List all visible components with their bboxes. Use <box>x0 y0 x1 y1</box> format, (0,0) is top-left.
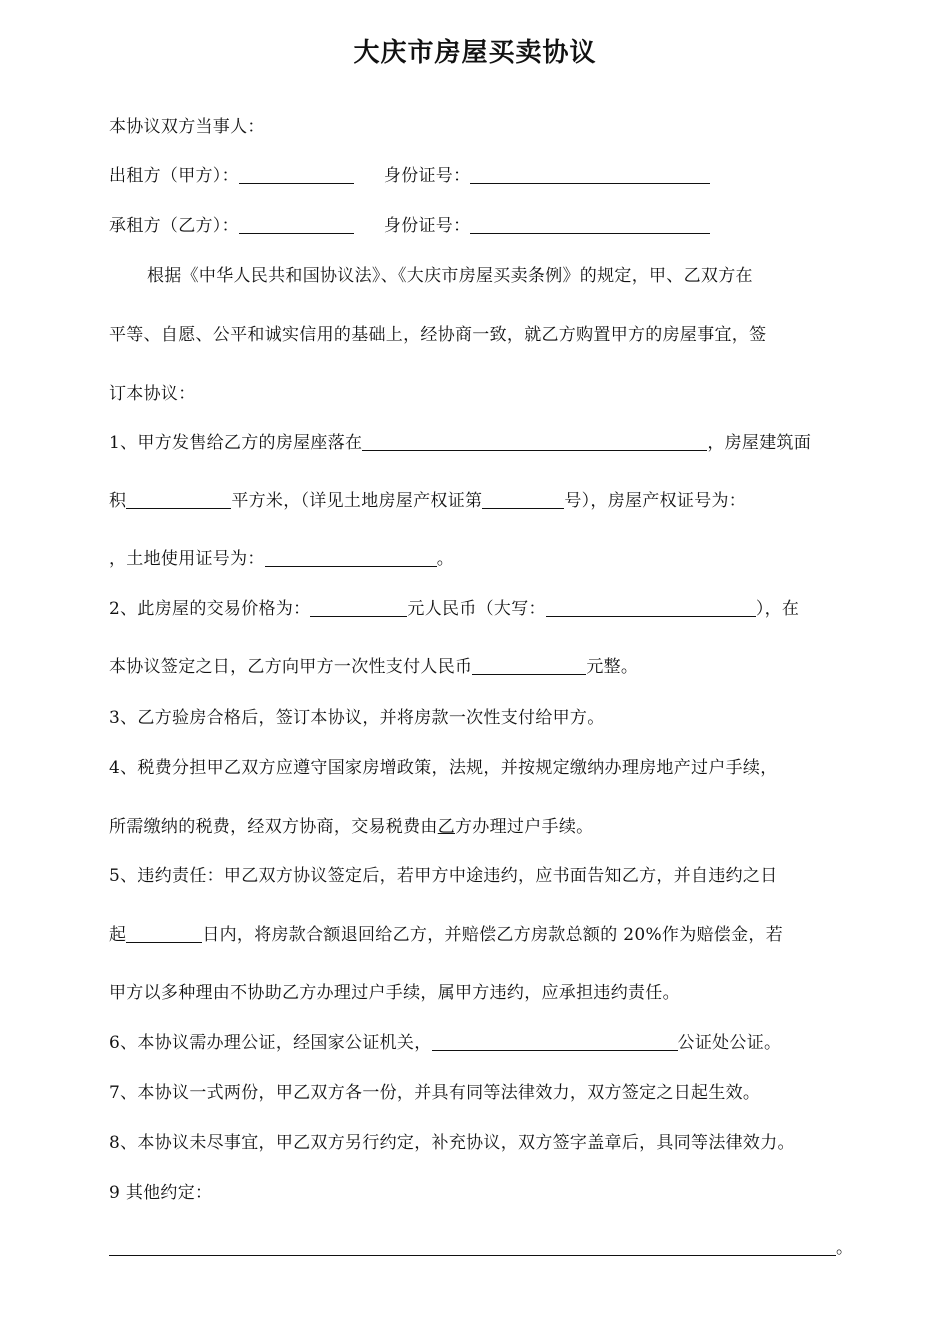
clause-6-text: 公证处公证。 <box>677 1033 782 1053</box>
party-b-row <box>109 214 710 238</box>
clause-2-text: 本协议签定之日，乙方向甲方一次性支付人民币 <box>109 657 473 677</box>
refund-days-blank[interactable] <box>126 924 202 943</box>
party-b-name-blank[interactable] <box>239 215 354 234</box>
clause-1-line-2 <box>109 489 746 513</box>
tax-payer-party: 乙 <box>437 817 456 837</box>
party-a-label: 出租方（甲方）： <box>109 166 239 186</box>
clause-5-line-3: 甲方以多种理由不协助乙方办理过户手续，属甲方违约，应承担违约责任。 <box>109 983 680 1003</box>
other-terms-blank[interactable] <box>109 1237 836 1256</box>
clause-9-label: 9 其他约定： <box>109 1183 213 1203</box>
clause-5-text: 日内，将房款合额退回给乙方，并赔偿乙方房款总额的 20%作为赔偿金，若 <box>202 925 783 945</box>
clause-4-text: 所需缴纳的税费，经双方协商，交易税费由 <box>109 817 438 837</box>
price-in-words-blank[interactable] <box>546 598 756 617</box>
clause-8: 8、本协议未尽事宜，甲乙双方另行约定，补充协议，双方签字盖章后，具同等法律效力。 <box>109 1133 795 1153</box>
party-b-id-blank[interactable] <box>470 215 710 234</box>
party-b-id-label: 身份证号： <box>383 216 471 236</box>
clause-2-text: 元整。 <box>586 657 639 677</box>
clause-2-text: 元人民币（大写： <box>407 599 546 619</box>
party-a-id-label: 身份证号： <box>383 166 471 186</box>
clause-1-text: ，土地使用证号为： <box>109 549 265 569</box>
clause-1-text: ，房屋建筑面 <box>707 433 812 453</box>
clause-1-line-1 <box>109 431 811 455</box>
clause-1-text: 1、甲方发售给乙方的房屋座落在 <box>109 433 363 453</box>
clause-4-line-2 <box>109 815 593 839</box>
clause-9-end: 。 <box>836 1238 854 1258</box>
clause-6 <box>109 1031 781 1055</box>
party-a-row <box>109 164 710 188</box>
clause-4-line-1: 4、税费分担甲乙双方应遵守国家房增政策，法规，并按规定缴纳办理房地产过户手续， <box>109 758 778 778</box>
clause-9-line <box>109 1236 853 1260</box>
document-title: 大庆市房屋买卖协议 <box>353 38 597 68</box>
price-blank[interactable] <box>310 598 407 617</box>
clause-5-line-1: 5、违约责任：甲乙双方协议签定后，若甲方中途违约，应书面告知乙方，并自违约之日 <box>109 866 778 886</box>
clause-2-line-1 <box>109 597 799 621</box>
preamble-line-1: 根据《中华人民共和国协议法》、《大庆市房屋买卖条例》的规定，甲、乙双方在 <box>147 266 753 286</box>
parties-intro: 本协议双方当事人： <box>109 117 265 137</box>
clause-4-text: 方办理过户手续。 <box>455 817 594 837</box>
clause-1-text: 。 <box>436 549 455 569</box>
clause-7: 7、本协议一式两份，甲乙双方各一份，并具有同等法律效力，双方签定之日起生效。 <box>109 1083 761 1103</box>
notary-office-blank[interactable] <box>432 1032 678 1051</box>
preamble-line-3: 订本协议： <box>109 384 196 404</box>
party-b-label: 承租方（乙方）： <box>109 216 239 236</box>
party-a-name-blank[interactable] <box>239 165 354 184</box>
clause-5-line-2 <box>109 923 783 947</box>
clause-1-text: 积 <box>109 491 127 511</box>
clause-6-text: 6、本协议需办理公证，经国家公证机关， <box>109 1033 432 1053</box>
clause-2-text: 2、此房屋的交易价格为： <box>109 599 311 619</box>
area-blank[interactable] <box>126 490 231 509</box>
clause-2-line-2 <box>109 655 638 679</box>
payment-amount-blank[interactable] <box>472 656 586 675</box>
clause-3: 3、乙方验房合格后，签订本协议，并将房款一次性支付给甲方。 <box>109 708 605 728</box>
clause-5-text: 起 <box>109 925 127 945</box>
clause-2-text: ），在 <box>755 599 800 619</box>
land-use-number-blank[interactable] <box>265 548 437 567</box>
property-location-blank[interactable] <box>362 432 707 451</box>
certificate-number-blank[interactable] <box>482 490 564 509</box>
clause-1-text: 平方米，（详见土地房屋产权证第 <box>231 491 483 511</box>
party-a-id-blank[interactable] <box>470 165 710 184</box>
clause-1-line-3 <box>109 547 454 571</box>
preamble-line-2: 平等、自愿、公平和诚实信用的基础上，经协商一致，就乙方购置甲方的房屋事宜，签 <box>109 325 767 345</box>
clause-1-text: 号），房屋产权证号为： <box>564 491 747 511</box>
